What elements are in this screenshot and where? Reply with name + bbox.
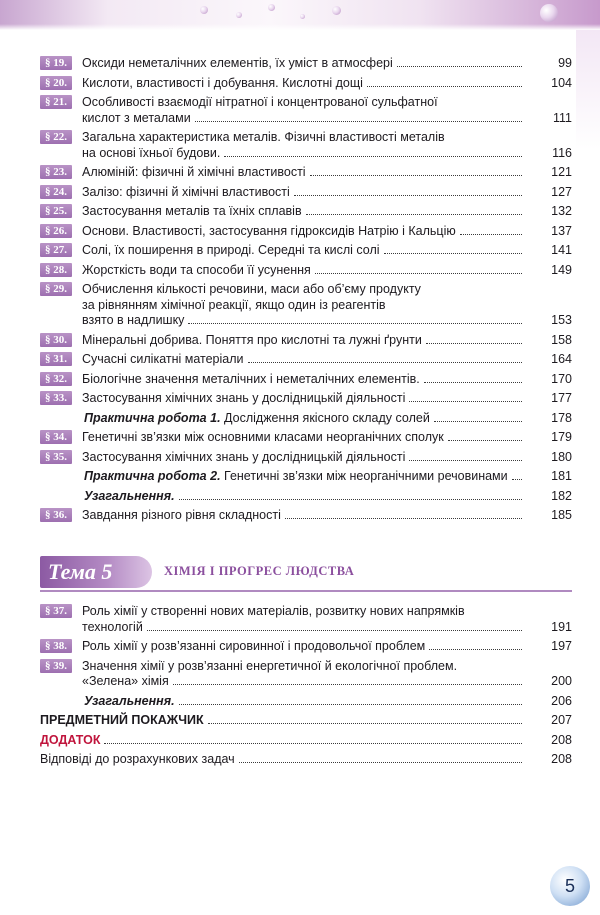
paragraph-number-badge: § 22. <box>40 130 72 144</box>
page-ref: 141 <box>551 243 572 257</box>
paragraph-number-badge: § 31. <box>40 352 72 366</box>
dot-leader <box>426 343 522 344</box>
page-ref: 153 <box>551 313 572 327</box>
page-ref: 179 <box>551 430 572 444</box>
entry-title-text: Застосування хімічних знань у дослідницькій діяльності <box>82 449 406 464</box>
page-ref: 181 <box>551 469 572 483</box>
page-ref: 208 <box>551 732 572 747</box>
entry-title <box>84 694 526 710</box>
entry-title-text: Кислоти, властивості і добування. Кислотні дощі <box>82 75 363 90</box>
entry-title <box>84 469 526 485</box>
entry-title-text: «Зелена» хімія <box>82 674 169 688</box>
page-ref: 200 <box>551 674 572 688</box>
entry-title-line <box>84 411 526 427</box>
dot-leader <box>285 518 522 519</box>
toc-entry <box>40 243 572 259</box>
entry-title-text <box>40 713 204 729</box>
entry-title <box>84 489 526 505</box>
entry-title <box>82 352 526 368</box>
dot-leader <box>306 214 522 215</box>
dot-leader <box>434 421 522 422</box>
practical-work-text: Генетичні зв’язки між неорганічними речовинами <box>220 469 508 483</box>
entry-title-text: кислот з металами <box>82 110 191 125</box>
entry-title-text: Солі, їх поширення в природі. Середні та кислі солі <box>82 243 380 257</box>
practical-work-entry <box>40 469 572 485</box>
dot-leader <box>397 66 522 67</box>
entry-title <box>82 76 526 92</box>
entry-title-line <box>82 204 526 220</box>
toc-entry <box>40 95 572 126</box>
dot-leader <box>424 382 522 383</box>
entry-title <box>82 659 526 690</box>
toc-entry <box>40 430 572 446</box>
subject-index-entry <box>40 713 572 729</box>
entry-title-line <box>82 263 526 279</box>
decorative-bubble <box>300 14 305 19</box>
entry-title-text <box>84 489 175 505</box>
entry-title-line <box>82 243 526 259</box>
entry-title-text <box>40 733 100 749</box>
theme-header <box>40 556 572 592</box>
entry-title-line <box>82 450 526 466</box>
entry-title <box>82 639 526 655</box>
entry-title-line: Обчислення кількості речовини, маси або об’єму продукту <box>82 282 421 296</box>
dot-leader <box>208 723 522 724</box>
paragraph-number-badge: § 29. <box>40 282 72 296</box>
entry-title-text <box>40 752 235 768</box>
entry-title-line <box>82 352 526 368</box>
dot-leader <box>179 704 522 705</box>
entry-title <box>82 372 526 388</box>
entry-title-text: Основи. Властивості, застосування гідроксидів Натрію і Кальцію <box>82 223 456 238</box>
dot-leader <box>367 86 522 87</box>
page-ref: 207 <box>551 713 572 727</box>
entry-title-text: взято в надлишку <box>82 313 185 327</box>
toc-entry <box>40 185 572 201</box>
entry-title-line <box>82 111 526 127</box>
decorative-side-band <box>576 30 600 150</box>
practical-work-label: Практична робота 1. <box>84 410 221 425</box>
page-ref: 177 <box>551 391 572 405</box>
entry-title-line <box>82 185 526 201</box>
entry-title <box>82 508 526 524</box>
paragraph-number-badge: § 25. <box>40 204 72 218</box>
dot-leader <box>409 401 522 402</box>
toc-entry <box>40 333 572 349</box>
page-ref: 191 <box>551 619 572 634</box>
entry-title <box>82 243 526 259</box>
theme-title: ХІМІЯ І ПРОГРЕС ЛЮДСТВА <box>164 564 355 578</box>
entry-title-line <box>82 674 526 690</box>
entry-title-line <box>82 146 526 162</box>
dot-leader <box>179 499 522 500</box>
toc-entry <box>40 352 572 368</box>
dot-leader <box>315 273 522 274</box>
entry-title-text: Застосування металів та їхніх сплавів <box>82 204 302 218</box>
paragraph-number-badge: § 21. <box>40 95 72 109</box>
entry-title-text: Залізо: фізичні й хімічні властивості <box>82 184 290 199</box>
paragraph-number-badge: § 23. <box>40 165 72 179</box>
entry-title <box>82 224 526 240</box>
decorative-bubble <box>268 4 275 11</box>
entry-title <box>82 450 526 466</box>
entry-title-line <box>84 469 526 485</box>
entry-title-text <box>84 411 430 427</box>
dot-leader <box>448 440 522 441</box>
entry-title <box>82 430 526 446</box>
entry-title-text: Біологічне значення металічних і неметалічних елементів. <box>82 371 420 386</box>
page-ref: 99 <box>558 56 572 70</box>
page-ref: 208 <box>551 752 572 766</box>
paragraph-number-badge: § 20. <box>40 76 72 90</box>
entry-title-line: Особливості взаємодії нітратної і концентрованої сульфатної <box>82 95 438 109</box>
paragraph-number-badge: § 26. <box>40 224 72 238</box>
dot-leader <box>173 684 522 685</box>
page-ref: 170 <box>551 371 572 386</box>
entry-title-line <box>40 752 526 768</box>
entry-title-text: Завдання різного рівня складності <box>82 508 281 522</box>
entry-title-text: Генетичні зв’язки між основними класами неорганічних сполук <box>82 430 444 444</box>
paragraph-number-badge: § 27. <box>40 243 72 257</box>
dot-leader <box>224 156 522 157</box>
paragraph-number-badge: § 39. <box>40 659 72 673</box>
entry-title-line <box>82 391 526 407</box>
page-ref: 111 <box>552 110 572 125</box>
toc-entry <box>40 263 572 279</box>
entry-title <box>82 185 526 201</box>
entry-title-text: Сучасні силікатні матеріали <box>82 352 244 366</box>
entry-title-text: Оксиди неметалічних елементів, їх уміст в атмосфері <box>82 56 393 70</box>
paragraph-number-badge: § 28. <box>40 263 72 277</box>
entry-title-line <box>82 56 526 72</box>
toc-entry <box>40 391 572 407</box>
dot-leader <box>195 121 522 122</box>
toc-entry <box>40 224 572 240</box>
paragraph-number-badge: § 38. <box>40 639 72 653</box>
page-ref: 116 <box>552 145 572 160</box>
toc-entry <box>40 76 572 92</box>
page-ref: 182 <box>551 488 572 503</box>
entry-title <box>82 604 526 635</box>
toc-entry <box>40 204 572 220</box>
toc-entry <box>40 130 572 161</box>
dot-leader <box>310 175 522 176</box>
entry-title-line <box>82 224 526 240</box>
page-ref: 197 <box>551 639 572 653</box>
summary-label: Узагальнення. <box>84 693 175 708</box>
entry-title-line: за рівнянням хімічної реакції, якщо один із реагентів <box>82 297 386 312</box>
paragraph-number-badge: § 37. <box>40 604 72 618</box>
entry-title <box>40 713 526 729</box>
dot-leader <box>248 362 522 363</box>
decorative-bubble <box>236 12 242 18</box>
entry-title-line <box>82 372 526 388</box>
entry-title-text: Жорсткість води та способи її усунення <box>82 262 311 277</box>
decorative-bubble <box>332 6 341 15</box>
page-ref: 180 <box>551 449 572 464</box>
paragraph-number-badge: § 32. <box>40 372 72 386</box>
entry-title-text: Застосування хімічних знань у дослідницькій діяльності <box>82 391 406 405</box>
paragraph-number-badge: § 30. <box>40 333 72 347</box>
toc-entry <box>40 639 572 655</box>
entry-title <box>40 752 526 768</box>
page-ref: 178 <box>551 410 572 425</box>
practical-work-label: Практична робота 2. <box>84 469 221 483</box>
practical-work-text: Дослідження якісного складу солей <box>220 410 430 425</box>
entry-title-text: технологій <box>82 619 143 634</box>
summary-entry <box>40 489 572 505</box>
toc-entry <box>40 282 572 329</box>
page-ref: 206 <box>551 693 572 708</box>
appendix-label: ДОДАТОК <box>40 732 101 747</box>
paragraph-number-badge: § 35. <box>40 450 72 464</box>
page-ref: 149 <box>551 262 572 277</box>
toc-entry <box>40 659 572 690</box>
entry-title <box>82 165 526 181</box>
decorative-top-band <box>0 0 600 30</box>
dot-leader <box>512 479 522 480</box>
entry-title-text: на основі їхньої будови. <box>82 145 221 160</box>
paragraph-number-badge: § 19. <box>40 56 72 70</box>
table-of-contents <box>40 56 572 528</box>
page-ref: 104 <box>551 75 572 90</box>
entry-title-line <box>82 165 526 181</box>
entry-title-line <box>40 733 526 749</box>
entry-title-line <box>82 639 526 655</box>
paragraph-number-badge: § 36. <box>40 508 72 522</box>
entry-title-line <box>82 313 526 329</box>
dot-leader <box>188 323 522 324</box>
entry-title-line: Значення хімії у розв’язанні енергетичної й екологічної проблем. <box>82 658 458 673</box>
entry-title <box>82 333 526 349</box>
page-ref: 127 <box>551 184 572 199</box>
paragraph-number-badge: § 24. <box>40 185 72 199</box>
theme-badge: Тема 5 <box>40 556 152 588</box>
summary-entry <box>40 694 572 710</box>
entry-title <box>82 95 526 126</box>
entry-title-text <box>84 694 175 710</box>
table-of-contents-part-2 <box>40 604 572 772</box>
decorative-bubble <box>540 4 558 22</box>
entry-title <box>82 56 526 72</box>
entry-title-line <box>82 333 526 349</box>
page-ref: 164 <box>551 352 572 366</box>
subject-index-label: ПРЕДМЕТНИЙ ПОКАЖЧИК <box>40 713 204 727</box>
dot-leader <box>147 630 522 631</box>
page-ref: 132 <box>551 204 572 218</box>
entry-title <box>82 391 526 407</box>
dot-leader <box>460 234 522 235</box>
answers-label: Відповіді до розрахункових задач <box>40 752 235 766</box>
page-ref: 137 <box>551 223 572 238</box>
decorative-bubble <box>200 6 208 14</box>
paragraph-number-badge: § 33. <box>40 391 72 405</box>
appendix-entry <box>40 733 572 749</box>
entry-title-line <box>82 430 526 446</box>
toc-entry <box>40 56 572 72</box>
page-ref: 158 <box>551 332 572 347</box>
practical-work-entry <box>40 411 572 427</box>
toc-entry <box>40 604 572 635</box>
entry-title <box>82 263 526 279</box>
entry-title-line <box>82 76 526 92</box>
entry-title-text: Роль хімії у розв’язанні сировинної і продовольчої проблем <box>82 639 426 653</box>
toc-entry <box>40 450 572 466</box>
dot-leader <box>384 253 522 254</box>
entry-title <box>84 411 526 427</box>
entry-title-line <box>84 694 526 710</box>
dot-leader <box>104 743 522 744</box>
entry-title-line <box>84 489 526 505</box>
answers-entry <box>40 752 572 768</box>
dot-leader <box>239 762 522 763</box>
entry-title <box>82 282 526 329</box>
entry-title-text: Алюміній: фізичні й хімічні властивості <box>82 165 306 179</box>
toc-entry <box>40 372 572 388</box>
entry-title-line: Роль хімії у створенні нових матеріалів, розвитку нових напрямків <box>82 604 465 618</box>
dot-leader <box>409 460 522 461</box>
dot-leader <box>429 649 522 650</box>
entry-title <box>82 130 526 161</box>
entry-title-line <box>40 713 526 729</box>
page-ref: 185 <box>551 508 572 522</box>
entry-title-text <box>84 469 508 485</box>
entry-title-line <box>82 508 526 524</box>
paragraph-number-badge: § 34. <box>40 430 72 444</box>
summary-label: Узагальнення. <box>84 488 175 503</box>
entry-title-line: Загальна характеристика металів. Фізичні властивості металів <box>82 130 445 144</box>
toc-entry <box>40 165 572 181</box>
toc-entry <box>40 508 572 524</box>
page-number: 5 <box>550 866 590 906</box>
dot-leader <box>294 195 522 196</box>
page-ref: 121 <box>551 165 572 179</box>
entry-title <box>40 733 526 749</box>
entry-title-line <box>82 620 526 636</box>
entry-title <box>82 204 526 220</box>
entry-title-text: Мінеральні добрива. Поняття про кислотні та лужні ґрунти <box>82 332 422 347</box>
